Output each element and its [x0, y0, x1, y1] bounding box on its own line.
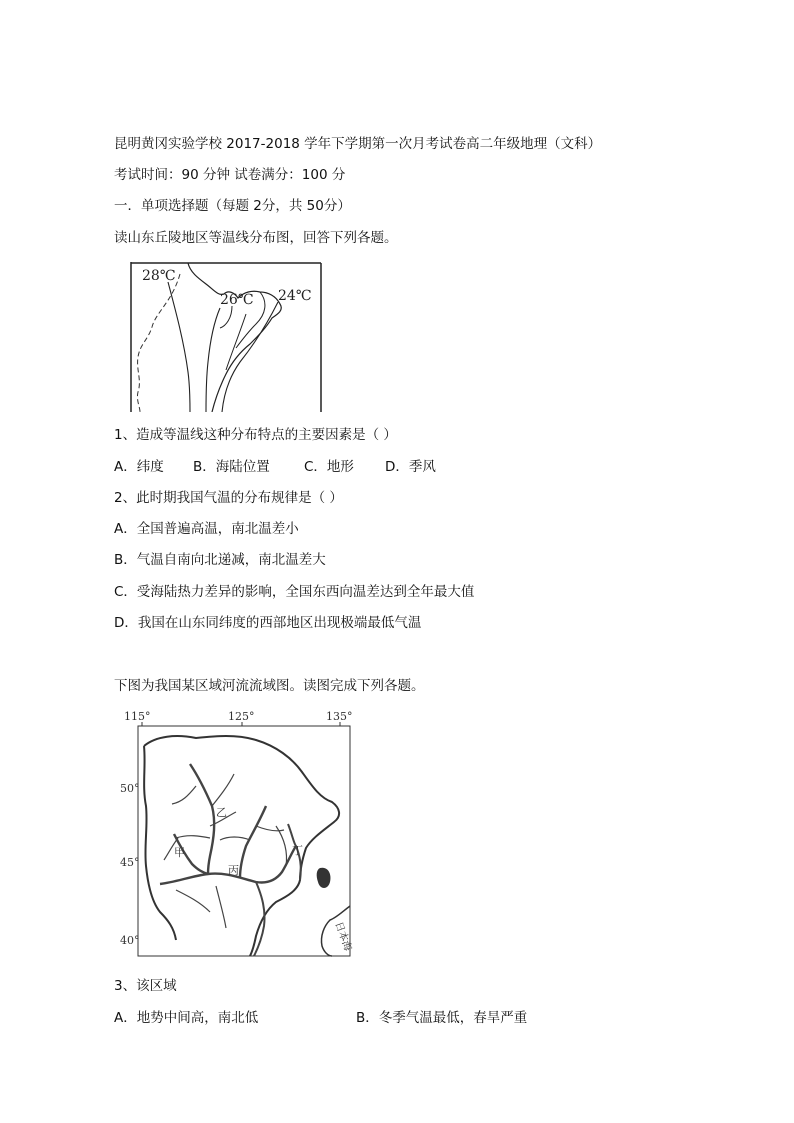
question-1-option-c[interactable]: C．地形 — [304, 459, 354, 475]
label-ding: 丁 — [292, 844, 303, 857]
question-1-option-a[interactable]: A．纬度 — [114, 459, 164, 475]
lon-label-115: 115° — [124, 710, 151, 723]
question-1-stem: 1、造成等温线这种分布特点的主要因素是（ ） — [114, 427, 397, 443]
figure1-intro: 读山东丘陵地区等温线分布图，回答下列各题。 — [114, 230, 398, 246]
lat-label-50: 50° — [120, 782, 140, 795]
lon-label-125: 125° — [228, 710, 255, 723]
question-2-option-a[interactable]: A．全国普遍高温，南北温差小 — [114, 521, 299, 537]
question-2-stem: 2、此时期我国气温的分布规律是（ ） — [114, 490, 343, 506]
isotherm-label-24: 24℃ — [278, 288, 312, 304]
exam-info: 考试时间：90 分钟 试卷满分：100 分 — [114, 167, 346, 183]
river-basin-map — [116, 706, 356, 958]
figure2-intro: 下图为我国某区域河流流域图。读图完成下列各题。 — [114, 678, 425, 694]
isotherm-label-28: 28℃ — [142, 268, 176, 284]
isotherm-label-26: 26℃ — [220, 292, 254, 308]
question-1-option-b[interactable]: B．海陆位置 — [193, 459, 270, 475]
lat-label-45: 45° — [120, 856, 140, 869]
question-1-option-d[interactable]: D．季风 — [385, 459, 436, 475]
exam-title: 昆明黄冈实验学校 2017-2018 学年下学期第一次月考试卷高二年级地理（文科） — [114, 136, 602, 152]
question-2-option-b[interactable]: B．气温自南向北递减，南北温差大 — [114, 552, 326, 568]
question-3-option-a[interactable]: A．地势中间高，南北低 — [114, 1010, 259, 1026]
label-jia: 甲 — [174, 846, 185, 859]
label-yi: 乙 — [216, 806, 227, 819]
question-2-option-d[interactable]: D．我国在山东同纬度的西部地区出现极端最低气温 — [114, 615, 422, 631]
question-3-stem: 3、该区域 — [114, 978, 177, 994]
question-3-option-b[interactable]: B．冬季气温最低，春旱严重 — [356, 1010, 528, 1026]
label-bing: 丙 — [228, 864, 239, 877]
section-heading: 一．单项选择题（每题 2分，共 50分） — [114, 198, 351, 214]
question-2-option-c[interactable]: C．受海陆热力差异的影响，全国东西向温差达到全年最大值 — [114, 584, 475, 600]
isotherm-map — [128, 262, 324, 412]
lon-label-135: 135° — [326, 710, 353, 723]
lat-label-40: 40° — [120, 934, 140, 947]
sea-label: 日本海 — [332, 920, 354, 953]
